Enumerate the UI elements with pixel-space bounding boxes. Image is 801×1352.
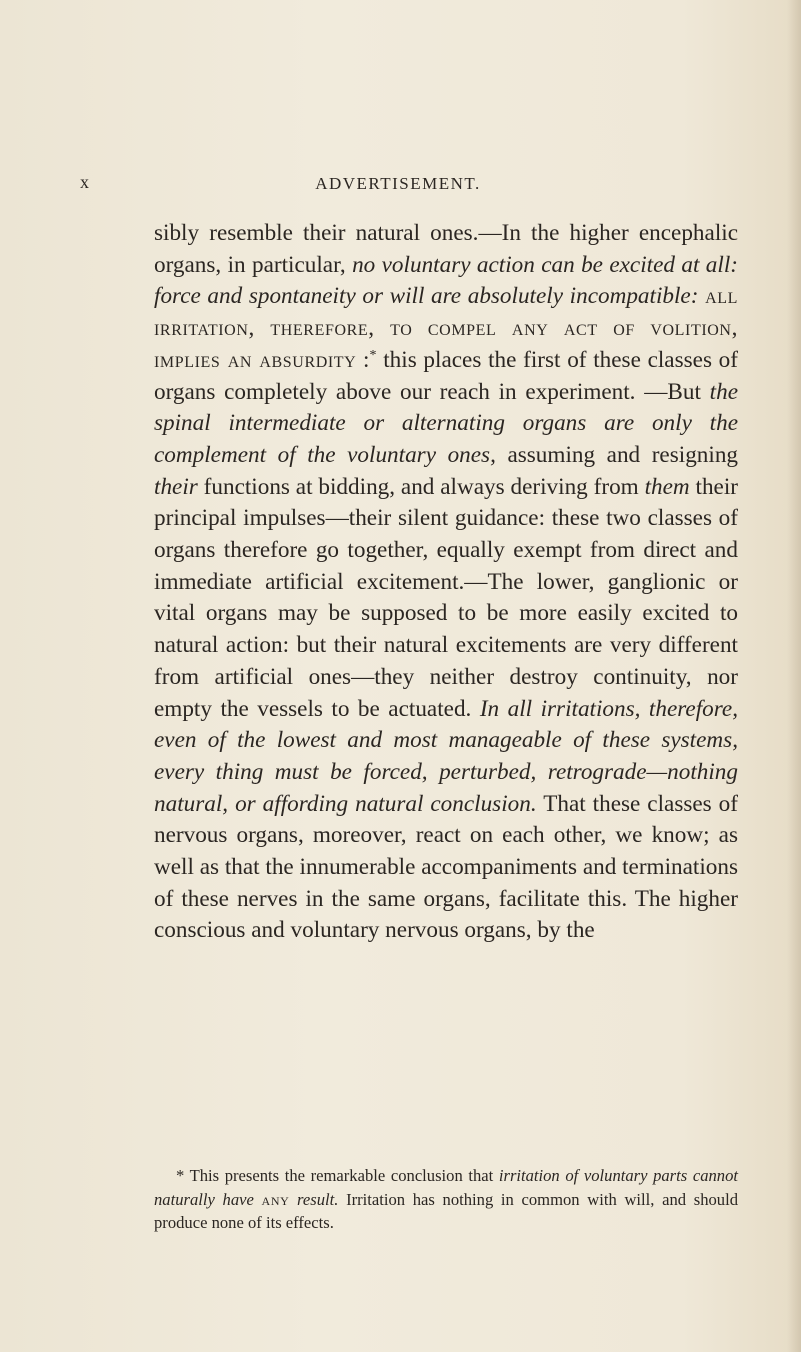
body-italic-run: no voluntary action can be excited at all: force and spontaneity or will are absolutely incompatible: bbox=[154, 251, 738, 310]
running-head: ADVERTISEMENT. bbox=[315, 174, 481, 193]
footnote-reference[interactable]: * bbox=[369, 347, 377, 363]
body-paragraph bbox=[154, 218, 738, 947]
body-text-run: That these classes of nervous organs, moreover, react on each other, we know; as well as that the innumerable accompaniments and terminations of these nerves in the same organs, facilitate this. The higher conscious and voluntary nervous organs, by the bbox=[154, 790, 739, 944]
footnote-italic-run: irritation of voluntary parts cannot naturally have bbox=[154, 1166, 738, 1209]
page-edge-shadow bbox=[787, 0, 801, 1352]
footnote bbox=[154, 1164, 738, 1235]
body-text-run: sibly resemble their natural ones.—In the higher encephalic organs, in particular, bbox=[154, 220, 738, 278]
body-italic-run: the spinal intermediate or alternating organs are only the complement of the voluntary ones, bbox=[154, 378, 738, 468]
footnote-text-run bbox=[289, 1190, 297, 1209]
body-italic-run: In all irritations, therefore, even of the lowest and most manageable of these systems, every thing must be forced, perturbed, retrograde—nothing natural, or affording natural conclusion. bbox=[154, 695, 738, 817]
page-number: x bbox=[80, 172, 90, 192]
footnote-text-run: Irritation has nothing in common with will, and should produce none of its effects. bbox=[154, 1189, 738, 1232]
footnote-small-caps-run: any bbox=[261, 1189, 290, 1209]
body-text-run: assuming and resigning bbox=[495, 441, 739, 468]
body-text-run: this places the first of these classes of organs completely above our reach in experiment. —But bbox=[154, 346, 738, 405]
footnote-text-run bbox=[254, 1190, 262, 1209]
body-text-run: : bbox=[356, 346, 370, 373]
body-text-run: functions at bidding, and always deriving from bbox=[197, 473, 645, 500]
body-italic-run: their bbox=[154, 473, 198, 500]
body-italic-run: them bbox=[644, 473, 690, 500]
footnote-text-run: * This presents the remarkable conclusion that bbox=[176, 1166, 499, 1185]
footnote-italic-run: result. bbox=[297, 1189, 339, 1209]
body-small-caps-run: all irritation, therefore, to compel any act of volition, implies an absurdity bbox=[154, 283, 738, 373]
body-text-run: their principal impulses—their silent guidance: these two classes of organs therefore go together, equally exempt from direct and immediate artificial excitement.—The lower, ganglionic or vital organs may be supposed to be more easily excited to natural action: but their natural excitements are very different from artificial ones—they neither destroy continuity, nor empty the vessels to be actuated. bbox=[154, 473, 738, 722]
page-header bbox=[80, 172, 700, 202]
